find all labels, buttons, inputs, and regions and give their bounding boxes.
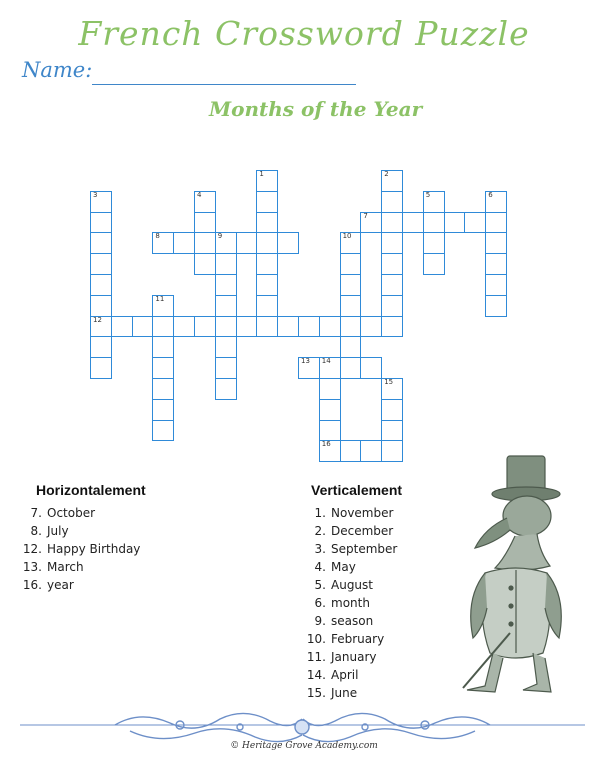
crossword-cell <box>194 212 216 234</box>
crossword-cell <box>152 316 174 338</box>
crossword-cell <box>152 336 174 358</box>
crossword-cell <box>340 316 362 338</box>
crossword-cell <box>319 399 341 421</box>
crossword-cell <box>381 316 403 338</box>
crossword-cell <box>256 170 278 192</box>
crossword-cell <box>256 232 278 254</box>
name-line <box>92 84 356 85</box>
crossword-cell <box>423 232 445 254</box>
crossword-cell <box>423 191 445 213</box>
crossword-cell <box>464 212 486 234</box>
crossword-cell <box>90 212 112 234</box>
crossword-cell <box>132 316 154 338</box>
crossword-cell <box>381 253 403 275</box>
crossword-cell <box>485 232 507 254</box>
crossword-cell <box>173 232 195 254</box>
crossword-cell <box>256 191 278 213</box>
crossword-cell <box>360 440 382 462</box>
down-clue: 6. month <box>314 596 370 610</box>
crossword-cell <box>319 378 341 400</box>
crossword-cell <box>215 295 237 317</box>
clue-number: 9 <box>217 232 223 241</box>
crossword-cell <box>152 295 174 317</box>
crossword-cell <box>360 212 382 234</box>
crossword-cell <box>340 336 362 358</box>
down-clue: 3. September <box>314 542 398 556</box>
across-clue: 12. Happy Birthday <box>22 542 141 556</box>
crossword-cell <box>173 316 195 338</box>
crossword-cell <box>236 316 258 338</box>
crossword-cell <box>298 316 320 338</box>
down-clue: 4. May <box>314 560 356 574</box>
crossword-cell <box>215 357 237 379</box>
crossword-cell <box>423 212 445 234</box>
down-clue: 1. November <box>314 506 394 520</box>
crossword-cell <box>360 357 382 379</box>
footer-credit: © Heritage Grove Academy.com <box>230 741 378 751</box>
clue-number: 6 <box>488 190 493 199</box>
crossword-cell <box>256 212 278 234</box>
crossword-cell <box>444 212 466 234</box>
clue-number: 2 <box>384 170 389 178</box>
clue-number: 12 <box>93 315 102 324</box>
crossword-cell <box>90 295 112 317</box>
clue-number: 8 <box>155 232 160 241</box>
crossword-cell <box>152 399 174 421</box>
crossword-cell <box>360 316 382 338</box>
down-clue: 14. April <box>306 668 359 682</box>
down-clue: 2. December <box>314 524 394 538</box>
crossword-cell <box>236 232 258 254</box>
crossword-cell <box>277 232 299 254</box>
across-clue: 13. March <box>22 560 84 574</box>
crossword-cell <box>256 295 278 317</box>
duck-mascot-illustration <box>455 448 575 698</box>
down-clue: 9. season <box>314 614 374 628</box>
crossword-cell <box>319 440 341 462</box>
down-clue: 5. August <box>314 578 373 592</box>
crossword-cell <box>215 232 237 254</box>
clue-number: 10 <box>342 232 352 241</box>
crossword-cell <box>485 191 507 213</box>
crossword-cell <box>215 316 237 338</box>
crossword-cell <box>256 274 278 296</box>
crossword-cell <box>381 212 403 234</box>
crossword-cell <box>381 274 403 296</box>
clue-number: 13 <box>301 357 310 366</box>
clue-number: 15 <box>384 378 394 386</box>
down-clue: 10. February <box>306 632 385 646</box>
crossword-cell <box>90 357 112 379</box>
across-clue: 7. October <box>30 506 96 520</box>
clue-number: 5 <box>425 190 431 199</box>
crossword-cell <box>90 316 112 338</box>
crossword-cell <box>340 274 362 296</box>
crossword-cell <box>90 274 112 296</box>
across-heading: Horizontalement <box>36 482 146 498</box>
crossword-cell <box>319 357 341 379</box>
down-heading: Verticalement <box>311 482 403 498</box>
clue-number: 11 <box>155 294 165 303</box>
crossword-cell <box>402 212 424 234</box>
clue-number: 7 <box>363 211 368 220</box>
crossword-cell <box>111 316 133 338</box>
crossword-cell <box>90 336 112 358</box>
crossword-cell <box>381 378 403 400</box>
crossword-cell <box>215 378 237 400</box>
clue-number: 1 <box>259 170 264 178</box>
clue-number: 3 <box>93 190 98 199</box>
across-clue: 16. year <box>22 578 74 592</box>
crossword-cell <box>298 357 320 379</box>
crossword-cell <box>215 336 237 358</box>
crossword-cell <box>194 191 216 213</box>
crossword-cell <box>194 316 216 338</box>
crossword-cell <box>340 440 362 462</box>
crossword-cell <box>340 232 362 254</box>
crossword-cell <box>152 378 174 400</box>
across-clue: 8. July <box>30 524 69 538</box>
crossword-cell <box>319 316 341 338</box>
crossword-cell <box>215 274 237 296</box>
subtitle: Months of the Year <box>209 97 423 121</box>
crossword-cell <box>340 253 362 275</box>
crossword-cell <box>256 253 278 275</box>
crossword-cell <box>381 399 403 421</box>
crossword-cell <box>381 232 403 254</box>
crossword-cell <box>277 316 299 338</box>
crossword-cell <box>381 440 403 462</box>
crossword-cell <box>90 253 112 275</box>
crossword-cell <box>90 232 112 254</box>
name-label: Name: <box>22 58 93 82</box>
clue-number: 4 <box>197 190 202 199</box>
crossword-cell <box>340 357 362 379</box>
clue-number: 16 <box>321 440 331 449</box>
crossword-cell <box>194 253 216 275</box>
crossword-cell <box>215 253 237 275</box>
crossword-cell <box>485 253 507 275</box>
page-title: French Crossword Puzzle <box>78 14 530 53</box>
crossword-cell <box>152 420 174 442</box>
clue-number: 14 <box>321 357 331 366</box>
down-clue: 15. June <box>306 686 358 700</box>
crossword-cell <box>423 253 445 275</box>
crossword-cell <box>256 316 278 338</box>
crossword-cell <box>319 420 341 442</box>
crossword-cell <box>90 191 112 213</box>
crossword-cell <box>152 232 174 254</box>
crossword-cell <box>485 295 507 317</box>
down-clue: 11. January <box>306 650 377 664</box>
crossword-cell <box>381 191 403 213</box>
crossword-cell <box>381 295 403 317</box>
crossword-cell <box>381 170 403 192</box>
crossword-cell <box>381 420 403 442</box>
crossword-cell <box>194 232 216 254</box>
crossword-cell <box>485 274 507 296</box>
crossword-cell <box>485 212 507 234</box>
crossword-cell <box>152 357 174 379</box>
crossword-cell <box>340 295 362 317</box>
